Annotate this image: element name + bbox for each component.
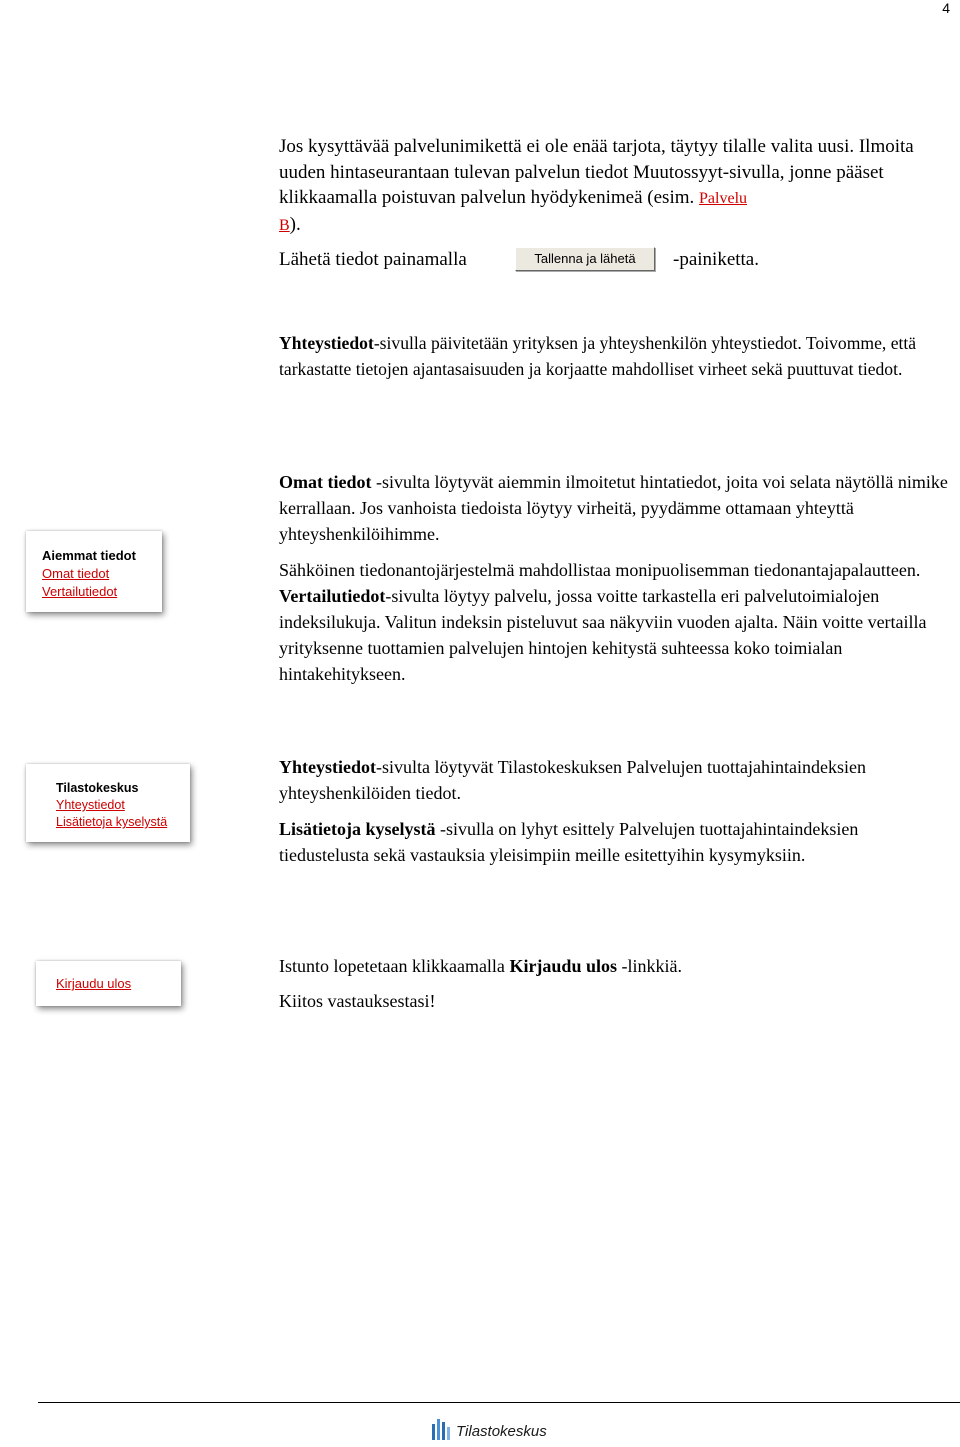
logout-prefix: Istunto lopetetaan klikkaamalla [279, 956, 510, 976]
comparison-data-link[interactable]: Vertailutiedot [42, 584, 118, 599]
logout-snippet [36, 961, 181, 1006]
intro-paragraph [279, 134, 939, 238]
tilastokeskus-menu-snippet [26, 764, 190, 842]
own-data-text: -sivulta löytyvät aiemmin ilmoitetut hintatiedot, joita voi selata näytöllä nimike kerrallaan. Jos vanhoista tiedoista löytyy virheitä, pyydämme ottamaan yhteyttä yhteyshenkilöihimme. [279, 472, 948, 544]
previous-data-heading: Aiemmat tiedot [42, 548, 136, 563]
tilastokeskus-heading: Tilastokeskus [56, 781, 139, 795]
survey-info-bold: Lisätietoja kyselystä [279, 819, 436, 839]
contacts-page-paragraph [279, 754, 939, 806]
contact-info-paragraph [279, 331, 949, 382]
contacts-page-text: -sivulta löytyvät Tilastokeskuksen Palvelujen tuottajahintaindeksien yhteyshenkilöiden tiedot. [279, 757, 866, 803]
logout-link[interactable]: Kirjaudu ulos [56, 976, 132, 991]
own-data-paragraph [279, 469, 949, 547]
send-prefix: Lähetä tiedot painamalla [279, 249, 467, 270]
previous-data-menu-snippet [26, 531, 162, 612]
send-suffix: -painiketta. [673, 249, 759, 270]
palvelu-b-link[interactable]: Palvelu B [279, 190, 748, 234]
survey-info-text: -sivulla on lyhyt esittely Palvelujen tuottajahintaindeksien tiedustelusta sekä vastauksia yleisimpiin meille esitettyihin kysymyksiin. [279, 819, 859, 865]
footer-logo [430, 1416, 547, 1446]
intro-close: ). [289, 213, 301, 235]
survey-info-paragraph [279, 816, 929, 868]
contact-info-bold: Yhteystiedot [279, 333, 374, 353]
own-data-link[interactable]: Omat tiedot [42, 566, 110, 581]
comparison-paragraph [279, 557, 949, 687]
comparison-line1: Sähköinen tiedonantojärjestelmä mahdollistaa monipuolisemman tiedonantajapalautteen. [279, 560, 921, 580]
survey-info-link[interactable]: Lisätietoja kyselystä [56, 815, 168, 829]
comparison-text: -sivulta löytyy palvelu, jossa voitte tarkastella eri palvelutoimialojen indeksilukuja. Valitun indeksin pisteluvut saa näkyviin vuoden ajalta. Näin voitte vertailla yrityksenne tuottamien palvelujen hintojen kehitystä suhteessa koko toimialan hintakehitykseen. [279, 586, 927, 684]
page-number: 4 [942, 0, 950, 16]
logout-paragraph [279, 953, 949, 979]
logout-bold: Kirjaudu ulos [509, 956, 617, 976]
tilastokeskus-logo-icon [430, 1416, 452, 1447]
intro-text: Jos kysyttävää palvelunimikettä ei ole enää tarjota, täytyy tilalle valita uusi. Ilmoita uuden hintaseurantaan tulevan palvelun tiedot Muutossyyt-sivulla, jonne pääset klikkaamalla poistuvan palvelun hyödykenimeä (esim. [279, 136, 914, 208]
save-and-send-button[interactable]: Tallenna ja lähetä [515, 247, 655, 271]
footer-logo-text: Tilastokeskus [456, 1422, 547, 1440]
contact-info-link[interactable]: Yhteystiedot [56, 798, 125, 812]
contacts-page-bold: Yhteystiedot [279, 757, 376, 777]
logout-suffix: -linkkiä. [616, 956, 682, 976]
footer-divider [38, 1402, 960, 1403]
comparison-bold: Vertailutiedot [279, 586, 386, 606]
contact-info-text: -sivulla päivitetään yrityksen ja yhteyshenkilön yhteystiedot. Toivomme, että tarkastatte tietojen ajantasaisuuden ja korjaatte mahdolliset virheet sekä puuttuvat tiedot. [279, 333, 917, 379]
own-data-bold: Omat tiedot [279, 472, 372, 492]
thanks-text: Kiitos vastauksestasi! [279, 991, 436, 1011]
